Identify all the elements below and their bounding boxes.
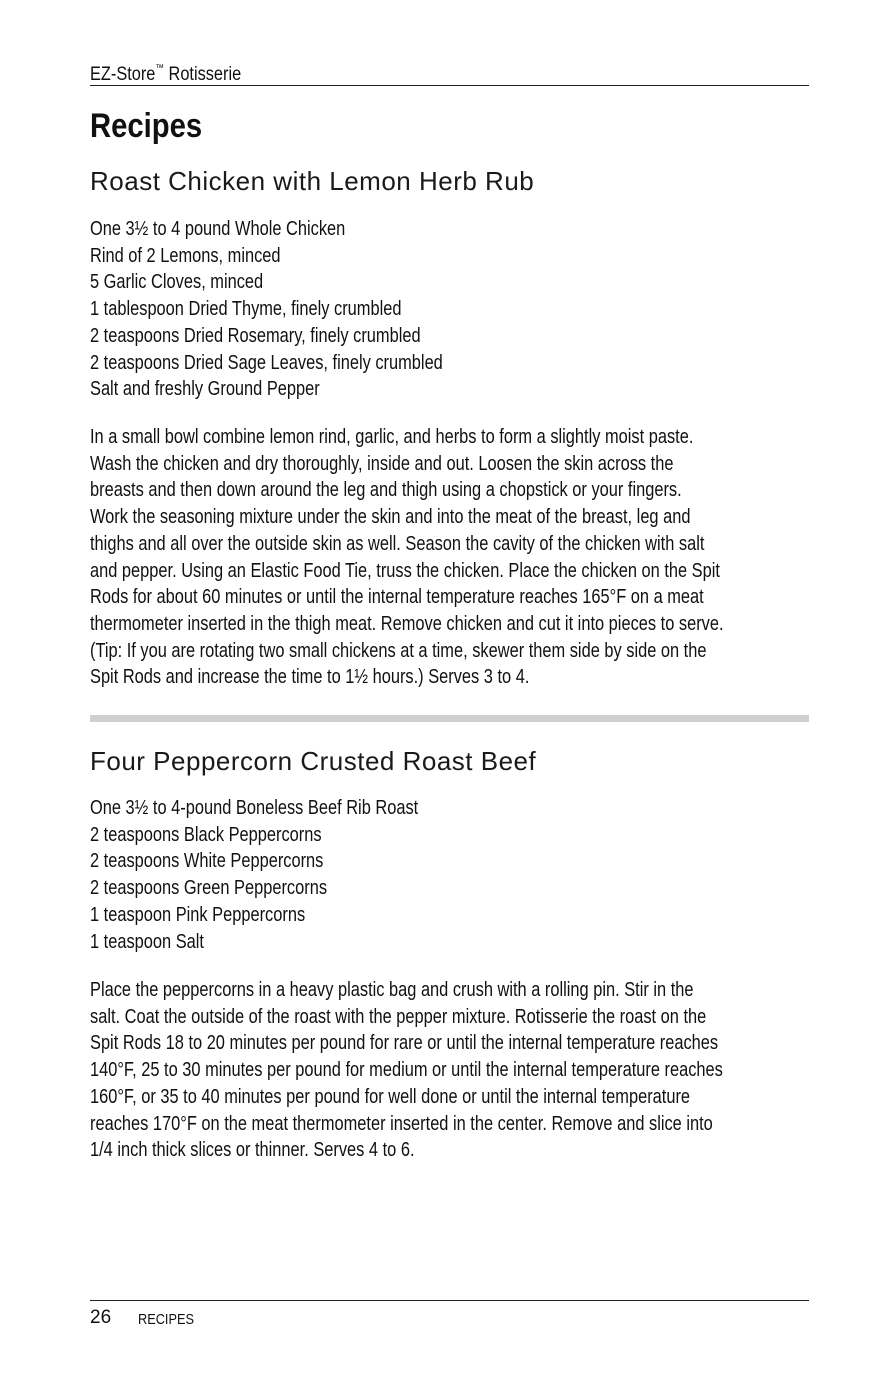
directions-line: 160°F, or 35 to 40 minutes per pound for well done or until the internal temperature xyxy=(90,1085,691,1108)
ingredient-line: 2 teaspoons Dried Sage Leaves, finely crumbled xyxy=(90,351,443,374)
ingredient-line: 5 Garlic Cloves, minced xyxy=(90,271,264,294)
directions-line: and pepper. Using an Elastic Food Tie, truss the chicken. Place the chicken on the Spit xyxy=(90,559,720,582)
directions-line: 140°F, 25 to 30 minutes per pound for medium or until the internal temperature reaches xyxy=(90,1059,723,1082)
trademark-symbol: ™ xyxy=(155,63,164,74)
running-head xyxy=(90,57,241,87)
ingredient-line: 1 tablespoon Dried Thyme, finely crumbled xyxy=(90,298,402,321)
ingredient-line: 2 teaspoons Green Peppercorns xyxy=(90,877,328,900)
ingredient-line: 2 teaspoons White Peppercorns xyxy=(90,850,324,873)
directions-line: salt. Coat the outside of the roast with the pepper mixture. Rotisserie the roast on the xyxy=(90,1005,707,1028)
page-title: Recipes xyxy=(90,107,203,145)
product-name: Rotisserie xyxy=(163,64,242,85)
page-footer xyxy=(90,1300,809,1331)
recipe-title-roast-beef: Four Peppercorn Crusted Roast Beef xyxy=(90,746,537,776)
directions-line: Rods for about 60 minutes or until the internal temperature reaches 165°F on a meat xyxy=(90,586,704,609)
brand-name: EZ-Store xyxy=(90,64,156,85)
ingredient-line: 2 teaspoons Dried Rosemary, finely crumbled xyxy=(90,324,421,347)
directions-line: reaches 170°F on the meat thermometer inserted in the center. Remove and slice into xyxy=(90,1112,713,1135)
directions-line: thermometer inserted in the thigh meat. Remove chicken and cut it into pieces to serve. xyxy=(90,612,724,635)
recipe-title-chicken: Roast Chicken with Lemon Herb Rub xyxy=(90,166,535,196)
ingredient-list-roast-beef xyxy=(90,795,490,955)
ingredient-line: Rind of 2 Lemons, minced xyxy=(90,244,281,267)
ingredient-line: One 3½ to 4-pound Boneless Beef Rib Roast xyxy=(90,797,419,819)
ingredient-line: 1 teaspoon Pink Peppercorns xyxy=(90,903,306,926)
directions-line: Work the seasoning mixture under the skin and into the meat of the breast, leg and xyxy=(90,506,691,529)
directions-line: Spit Rods and increase the time to 1½ hours.) Serves 3 to 4. xyxy=(90,666,530,689)
directions-line: 1/4 inch thick slices or thinner. Serves 4 to 6. xyxy=(90,1139,415,1162)
directions-line: Spit Rods 18 to 20 minutes per pound for rare or until the internal temperature reaches xyxy=(90,1032,719,1055)
ingredient-line: 1 teaspoon Salt xyxy=(90,930,204,953)
directions-line: Wash the chicken and dry thoroughly, inside and out. Loosen the skin across the xyxy=(90,452,674,475)
page-header xyxy=(90,57,809,86)
directions-line: (Tip: If you are rotating two small chickens at a time, skewer them side by side on the xyxy=(90,639,707,662)
ingredient-line: One 3½ to 4 pound Whole Chicken xyxy=(90,218,346,240)
directions-line: breasts and then down around the leg and thigh using a chopstick or your fingers. xyxy=(90,479,682,502)
page-number: 26 xyxy=(90,1307,112,1328)
ingredient-line: Salt and freshly Ground Pepper xyxy=(90,378,320,401)
directions-line: In a small bowl combine lemon rind, garlic, and herbs to form a slightly moist paste. xyxy=(90,426,694,448)
ingredient-line: 2 teaspoons Black Peppercorns xyxy=(90,823,322,846)
directions-roast-beef xyxy=(90,977,862,1164)
footer-section-label: RECIPES xyxy=(138,1311,194,1328)
directions-line: Place the peppercorns in a heavy plastic bag and crush with a rolling pin. Stir in the xyxy=(90,979,694,1001)
ingredient-list-chicken xyxy=(90,216,520,403)
directions-line: thighs and all over the outside skin as well. Season the cavity of the chicken with salt xyxy=(90,532,705,555)
directions-chicken xyxy=(90,424,863,691)
section-divider xyxy=(90,715,809,722)
